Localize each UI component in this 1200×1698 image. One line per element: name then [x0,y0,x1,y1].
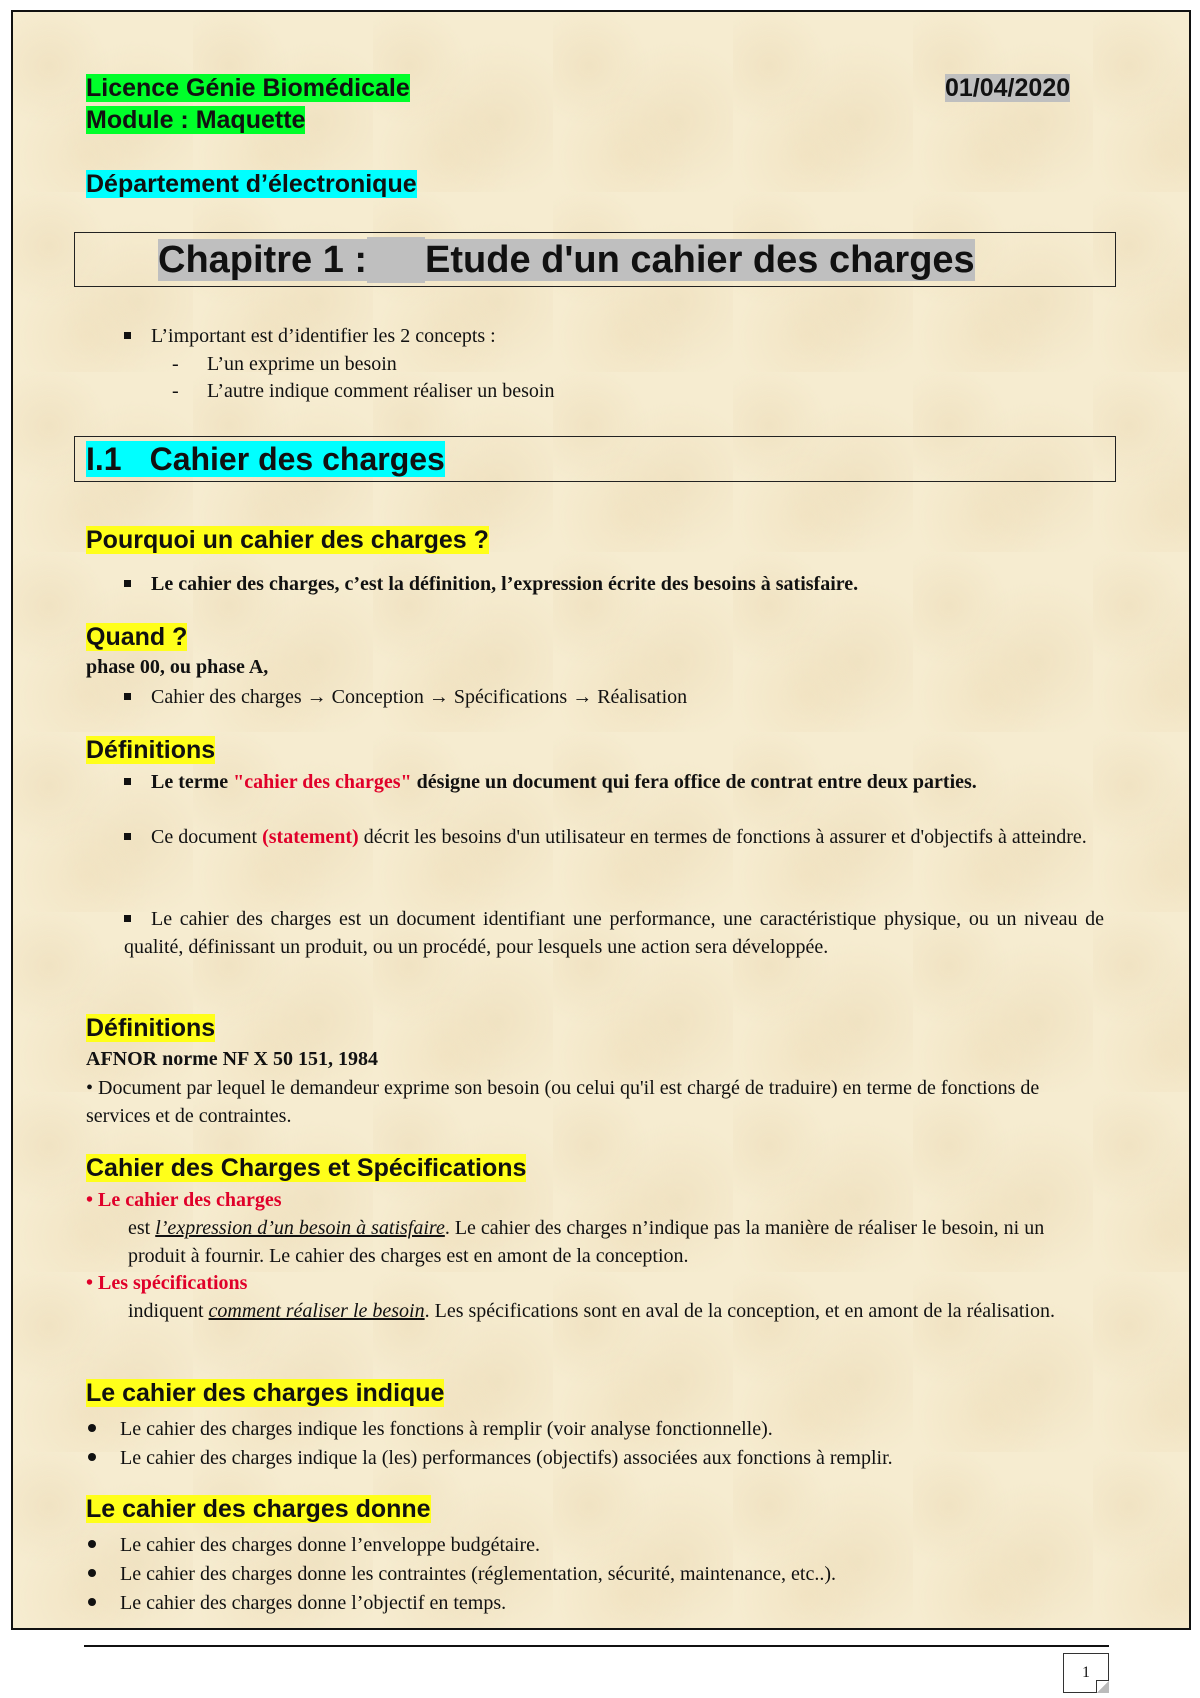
quand-phase: phase 00, ou phase A, [86,656,269,678]
indique-item-2: Le cahier des charges indique la (les) performances (objectifs) associées aux fonctions à remplir. [88,1444,893,1472]
section-title: Cahier des charges [149,441,445,477]
chapter-title [158,237,975,283]
specs-cdc-label: • Le cahier des charges [86,1189,282,1211]
dot-bullet-icon [88,1569,96,1577]
page-number: 1 [1063,1653,1109,1693]
specs-heading: Cahier des Charges et Spécifications [86,1154,527,1182]
header-date: 01/04/2020 [945,74,1071,102]
definitions-bullet-1: Le terme "cahier des charges" désigne un document qui fera office de contrat entre deux parties. [124,768,1104,796]
section-heading [86,439,445,479]
indique-heading: Le cahier des charges indique [86,1379,445,1407]
donne-heading: Le cahier des charges donne [86,1495,431,1523]
chapter-name: Etude d'un cahier des charges [425,239,975,281]
dot-bullet-icon [88,1598,96,1606]
specs-spec-text: indiquent comment réaliser le besoin. Les spécifications sont en aval de la conception, et en amont de la réalisation. [128,1300,1055,1322]
square-bullet-icon [124,580,131,587]
specs-spec-label: • Les spécifications [86,1272,248,1294]
square-bullet-icon [124,915,131,922]
specs-cdc-text: est l’expression d’un besoin à satisfaire. Le cahier des charges n’indique pas la manière de réaliser le besoin, ni un produit à fournir. Le cahier des charges est en amont de la conception. [128,1217,1045,1267]
dot-bullet-icon [88,1540,96,1548]
header-licence: Licence Génie Biomédicale [86,74,410,102]
donne-item-1: Le cahier des charges donne l’enveloppe budgétaire. [88,1531,540,1559]
quand-bullet: Cahier des charges → Conception → Spécifications → Réalisation [124,683,687,711]
header-department: Département d’électronique [86,170,417,198]
header-module: Module : Maquette [86,106,306,134]
dot-bullet-icon [88,1453,96,1461]
header-course [86,72,410,136]
section-number: I.1 [86,441,122,477]
definitions-heading-2: Définitions [86,1014,216,1042]
square-bullet-icon [124,693,131,700]
square-bullet-icon [124,778,131,785]
intro-dash-1: - L’un exprime un besoin [172,353,397,375]
pourquoi-bullet: Le cahier des charges, c’est la définition, l’expression écrite des besoins à satisfaire. [124,570,858,598]
intro-dash-2: - L’autre indique comment réaliser un besoin [172,380,555,402]
pourquoi-heading: Pourquoi un cahier des charges ? [86,526,489,554]
definitions-bullet-3: Le cahier des charges est un document identifiant une performance, une caractéristique physique, ou un niveau de qualité, définissant un produit, ou un procédé, pour lesquels une action sera développée. [124,908,1104,958]
page-fold-icon [1096,1680,1109,1693]
definitions-heading-1: Définitions [86,736,216,764]
dot-bullet-icon [88,1424,96,1432]
chapter-label: Chapitre 1 : [158,239,368,281]
indique-item-1: Le cahier des charges indique les fonctions à remplir (voir analyse fonctionnelle). [88,1415,773,1443]
donne-item-3: Le cahier des charges donne l’objectif en temps. [88,1589,506,1617]
afnor-norme: AFNOR norme NF X 50 151, 1984 [86,1048,379,1070]
square-bullet-icon [124,833,131,840]
donne-item-2: Le cahier des charges donne les contraintes (réglementation, sécurité, maintenance, etc..). [88,1560,836,1588]
square-bullet-icon [124,332,131,339]
definitions-bullet-2: Ce document (statement) décrit les besoins d'un utilisateur en termes de fonctions à assurer et d'objectifs à atteindre. [124,823,1104,851]
afnor-text: • Document par lequel le demandeur exprime son besoin (ou celui qu'il est chargé de traduire) en terme de fonctions de services et de contraintes. [86,1077,1040,1127]
footer-rule [84,1645,1109,1647]
intro-bullet: L’important est d’identifier les 2 concepts : [124,322,496,350]
quand-heading: Quand ? [86,623,188,651]
